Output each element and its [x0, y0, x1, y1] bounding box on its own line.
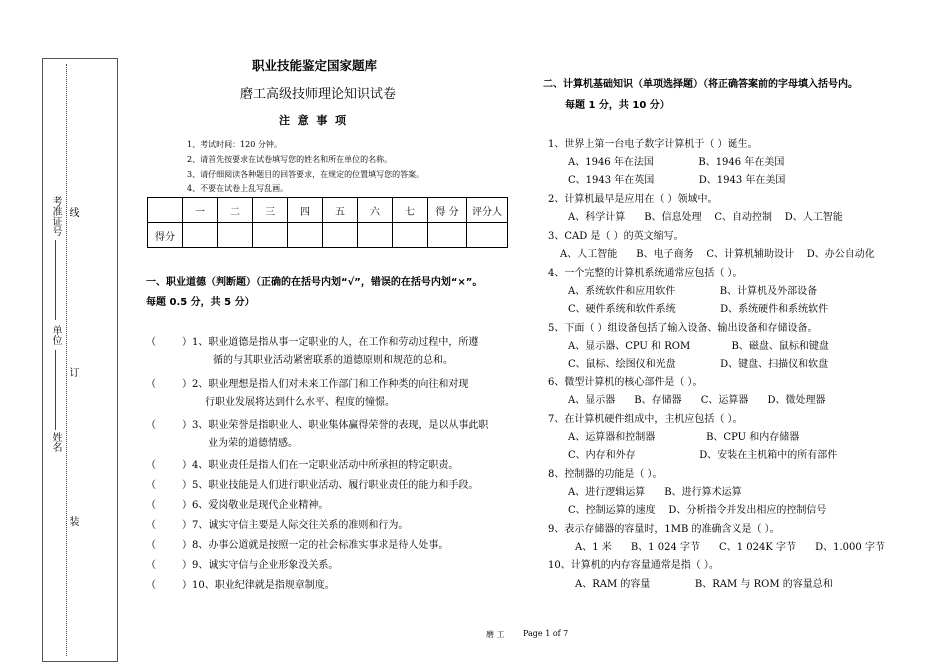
- question-item: （ ）9、诚实守信与企业形象没关系。: [146, 556, 338, 571]
- answer-paren[interactable]: （: [146, 580, 156, 591]
- notice-title: 注 意 事 项: [279, 114, 346, 127]
- answer-paren[interactable]: （: [146, 500, 156, 511]
- question-item: （ ）7、诚实守信主要是人际交往关系的准则和行为。: [146, 516, 408, 531]
- mcq-option: A、RAM 的容量 B、RAM 与 ROM 的容量总和: [575, 579, 833, 590]
- score-header-cell: 六: [358, 198, 393, 223]
- score-header-cell: 四: [288, 198, 323, 223]
- answer-paren[interactable]: （: [146, 379, 156, 390]
- mcq-option: A、运算器和控制器 B、CPU 和内存储器: [568, 432, 800, 443]
- mcq-option: C、内存和外存 D、安装在主机箱中的所有部件: [568, 450, 838, 461]
- mcq-option: A、科学计算 B、信息处理 C、自动控制 D、人工智能: [568, 212, 843, 223]
- question-item: （ ）1、职业道德是指从事一定职业的人，在工作和劳动过程中，所遵: [146, 333, 478, 348]
- score-header-cell: [148, 198, 183, 223]
- mcq-stem: 8、控制器的功能是（ ）。: [548, 469, 663, 480]
- answer-paren[interactable]: （: [146, 540, 156, 551]
- exam-title: 磨工高级技师理论知识试卷: [240, 87, 397, 102]
- score-cell[interactable]: [467, 223, 508, 248]
- mcq-option: A、系统软件和应用软件 B、计算机及外部设备: [568, 286, 818, 297]
- section1-subtitle: 每题 0.5 分，共 5 分）: [146, 297, 255, 308]
- score-cell[interactable]: [393, 223, 428, 248]
- question-text: 3、职业荣誉是指职业人、职业集体赢得荣誉的表现，是以从事此职: [192, 420, 489, 431]
- binding-dotted-line: [66, 64, 67, 656]
- cut-line-mark: 线: [67, 207, 78, 217]
- notice-1: 1、考试时间：120 分钟。: [187, 140, 282, 149]
- notice-4: 4、不要在试卷上乱写乱画。: [187, 184, 289, 193]
- mcq-option: C、1943 年在英国 D、1943 年在美国: [568, 175, 786, 186]
- unit-label: 单位: [50, 325, 61, 345]
- section1-title: 一、职业道德（判断题）（正确的在括号内划“√”，错误的在括号内划“×”。: [146, 277, 483, 288]
- score-header-cell: 评分人: [467, 198, 508, 223]
- notice-2: 2、请首先按要求在试卷填写您的姓名和所在单位的名称。: [187, 155, 393, 164]
- answer-paren[interactable]: （: [146, 337, 156, 348]
- mcq-stem: 1、世界上第一台电子数字计算机于（ ）诞生。: [548, 139, 758, 150]
- score-header-cell: 一: [183, 198, 218, 223]
- mcq-option: A、1 米 B、1 024 字节 C、1 024K 字节 D、1.000 字节: [575, 542, 885, 553]
- score-cell[interactable]: [358, 223, 393, 248]
- score-cell[interactable]: [253, 223, 288, 248]
- question-continuation: 循的与其职业活动紧密联系的道德原则和规范的总和。: [213, 355, 453, 366]
- mcq-stem: 2、计算机最早是应用在（ ）领域中。: [548, 194, 718, 205]
- question-item: （ ）8、办事公道就是按照一定的社会标准实事求是待人处事。: [146, 536, 448, 551]
- score-cell[interactable]: [218, 223, 253, 248]
- question-text: 7、诚实守信主要是人际交往关系的准则和行为。: [192, 520, 409, 531]
- answer-paren[interactable]: （: [146, 420, 156, 431]
- mcq-option: A、显示器、CPU 和 ROM B、磁盘、鼠标和键盘: [568, 341, 829, 352]
- unit-line: [55, 350, 56, 430]
- mcq-option: A、1946 年在法国 B、1946 年在美国: [568, 157, 785, 168]
- answer-paren[interactable]: （: [146, 520, 156, 531]
- question-text: 6、爱岗敬业是现代企业精神。: [192, 500, 329, 511]
- fold-mark: 装: [67, 516, 78, 526]
- score-header-cell: 七: [393, 198, 428, 223]
- section2-subtitle: 每题 1 分，共 10 分）: [565, 100, 670, 111]
- question-continuation: 行职业发展将达到什么水平、程度的憧憬。: [205, 397, 395, 408]
- question-item: （ ）3、职业荣誉是指职业人、职业集体赢得荣誉的表现，是以从事此职: [146, 416, 488, 431]
- score-header-row: [148, 198, 508, 223]
- score-cell[interactable]: [183, 223, 218, 248]
- mcq-stem: 9、表示存储器的容量时，1MB 的准确含义是（ ）。: [548, 524, 780, 535]
- footer-page-number: Page 1 of 7: [523, 629, 569, 638]
- exam-no-line: [55, 240, 56, 320]
- mcq-option: C、鼠标、绘图仪和光盘 D、键盘、扫描仪和软盘: [568, 359, 829, 370]
- mcq-option: A、进行逻辑运算 B、进行算术运算: [568, 487, 742, 498]
- question-item: （ ）6、爱岗敬业是现代企业精神。: [146, 496, 328, 511]
- mcq-stem: 6、微型计算机的核心部件是（ ）。: [548, 377, 703, 388]
- score-row: [148, 223, 508, 248]
- answer-paren[interactable]: （: [146, 480, 156, 491]
- mcq-option: C、硬件系统和软件系统 D、系统硬件和系统软件: [568, 304, 829, 315]
- question-text: 4、职业责任是指人们在一定职业活动中所承担的特定职责。: [192, 460, 459, 471]
- question-text: 8、办事公道就是按照一定的社会标准实事求是待人处事。: [192, 540, 449, 551]
- mcq-stem: 5、下面（ ）组设备包括了输入设备、输出设备和存储设备。: [548, 323, 818, 334]
- mcq-stem: 7、在计算机硬件组成中，主机应包括（ ）。: [548, 414, 743, 425]
- mcq-stem: 3、CAD 是（ ）的英文缩写。: [548, 231, 684, 242]
- question-text: 1、职业道德是指从事一定职业的人，在工作和劳动过程中，所遵: [192, 337, 479, 348]
- question-item: （ ）5、职业技能是人们进行职业活动、履行职业责任的能力和手段。: [146, 476, 478, 491]
- score-header-cell: 二: [218, 198, 253, 223]
- score-cell[interactable]: [428, 223, 467, 248]
- question-item: （ ）4、职业责任是指人们在一定职业活动中所承担的特定职责。: [146, 456, 458, 471]
- bind-mark: 订: [67, 367, 78, 377]
- question-item: （ ）2、职业理想是指人们对未来工作部门和工作种类的向往和对现: [146, 375, 468, 390]
- score-header-cell: 五: [323, 198, 358, 223]
- question-continuation: 业为荣的道德情感。: [208, 438, 298, 449]
- mcq-option: C、控制运算的速度 D、分析指令并发出相应的控制信号: [568, 505, 827, 516]
- score-header-cell: 得 分: [428, 198, 467, 223]
- mcq-option: A、人工智能 B、电子商务 C、计算机辅助设计 D、办公自动化: [560, 249, 875, 260]
- section2-title: 二、计算机基础知识（单项选择题）（将正确答案前的字母填入括号内。: [543, 79, 858, 90]
- answer-paren[interactable]: （: [146, 560, 156, 571]
- footer-subject: 磨 工: [486, 630, 505, 639]
- mcq-option: A、显示器 B、存储器 C、运算器 D、微处理器: [568, 395, 826, 406]
- question-text: 10、职业纪律就是指规章制度。: [192, 580, 335, 591]
- question-text: 2、职业理想是指人们对未来工作部门和工作种类的向往和对现: [192, 379, 469, 390]
- score-cell[interactable]: [323, 223, 358, 248]
- exam-no-label: 考准证号: [50, 196, 61, 236]
- notice-3: 3、请仔细阅读各种题目的回答要求，在规定的位置填写您的答案。: [187, 170, 425, 179]
- question-text: 5、职业技能是人们进行职业活动、履行职业责任的能力和手段。: [192, 480, 479, 491]
- answer-paren[interactable]: （: [146, 460, 156, 471]
- mcq-stem: 4、一个完整的计算机系统通常应包括（ ）。: [548, 268, 743, 279]
- binding-strip: [42, 58, 118, 662]
- bank-title: 职业技能鉴定国家题库: [252, 58, 378, 73]
- score-table: [147, 197, 508, 248]
- score-row-label: 得分: [148, 223, 183, 248]
- name-label: 姓名: [50, 432, 61, 452]
- mcq-stem: 10、计算机的内存容量通常是指（ ）。: [548, 560, 719, 571]
- score-cell[interactable]: [288, 223, 323, 248]
- question-item: （ ）10、职业纪律就是指规章制度。: [146, 576, 335, 591]
- question-text: 9、诚实守信与企业形象没关系。: [192, 560, 339, 571]
- score-header-cell: 三: [253, 198, 288, 223]
